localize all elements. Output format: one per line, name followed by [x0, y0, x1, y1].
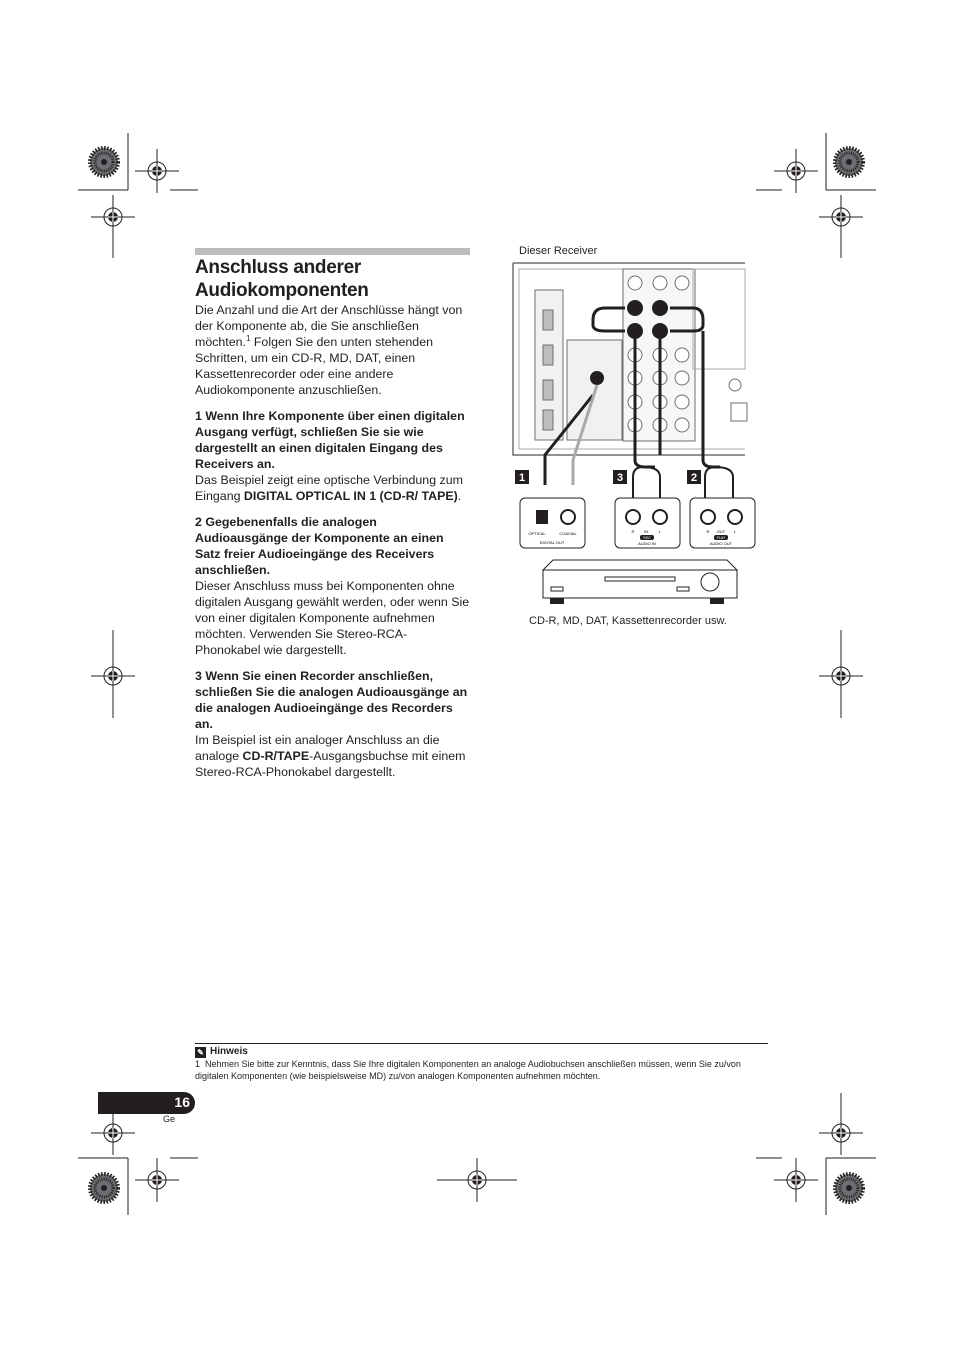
footnote-ref: 1 — [245, 333, 251, 343]
step-2-text: Dieser Anschluss muss bei Komponenten ohne digitalen Ausgang gewählt werden, oder wenn Sie von einer digitalen Komponente aufnehmen möchten. Verwenden Sie Stereo-RCA-Phonokabel wie dargestellt. — [195, 579, 470, 657]
svg-text:L: L — [733, 529, 737, 534]
section-title — [195, 256, 475, 302]
title-rule — [195, 248, 470, 255]
step-3-heading: 3 Wenn Sie einen Recorder anschließen, schließen Sie die analogen Audioausgänge an die analogen Audioeingänge des Recorders an. — [195, 669, 468, 731]
svg-text:COAXIAL: COAXIAL — [559, 531, 577, 536]
section-title-line1: Anschluss anderer — [195, 257, 361, 278]
svg-text:1: 1 — [518, 472, 526, 484]
footnote-number: 1 — [195, 1059, 201, 1069]
svg-text:REC: REC — [643, 536, 651, 540]
svg-text:R: R — [706, 529, 710, 534]
step-3-text: Im Beispiel ist ein analoger Anschluss an die analoge CD-R/TAPE-Ausgangsbuchse mit einem Stereo-RCA-Phonokabel dargestellt. — [195, 733, 466, 779]
section-title-line2: Audiokomponenten — [195, 280, 369, 301]
svg-text:3: 3 — [616, 472, 624, 484]
svg-text:DIGITAL OUT: DIGITAL OUT — [539, 540, 565, 545]
svg-text:R: R — [631, 529, 635, 534]
component-label: CD-R, MD, DAT, Kassettenrecorder usw. — [529, 615, 727, 627]
svg-text:IN: IN — [644, 529, 648, 534]
svg-text:2: 2 — [690, 472, 698, 484]
footnote-rule — [195, 1043, 768, 1044]
svg-text:AUDIO IN: AUDIO IN — [638, 541, 656, 546]
callout-2 — [687, 470, 701, 484]
rec-cable-upper — [593, 308, 625, 331]
callout-3 — [613, 470, 627, 484]
page-number: 16 — [174, 1094, 190, 1110]
svg-text:L: L — [658, 529, 662, 534]
note-heading: ✎ Hinweis — [195, 1046, 248, 1058]
svg-text:PLAY: PLAY — [716, 536, 726, 540]
step-2-heading: 2 Gegebenenfalls die analogen Audioausgänge der Komponente an einen Satz freier Audioeingänge des Receivers anschließen. — [195, 515, 444, 577]
connection-diagram — [505, 255, 770, 615]
svg-text:OPTICAL: OPTICAL — [528, 531, 546, 536]
intro-paragraph: Die Anzahl und die Art der Anschlüsse hängt von der Komponente ab, die Sie anschließen möchten.$^1$ Folgen Sie den unten stehenden Schritten, um ein CD-R, MD, DAT, einen Kassettenrecorder oder eine andere Audiokomponente anzuschließen. — [195, 303, 463, 397]
callout-1 — [515, 470, 529, 484]
play-cable — [703, 331, 720, 467]
footnote-text: 1 Nehmen Sie bitte zur Kenntnis, dass Sie Ihre digitalen Komponenten an analoge Audiobuchsen anschließen müssen, wenn Sie zu/von digitalen Komponenten (wie beispielsweise MD) zu/von analogen Komponenten aufnehmen möchten. — [195, 1059, 741, 1081]
receiver-label: Dieser Receiver — [519, 245, 598, 257]
svg-text:AUDIO OUT: AUDIO OUT — [709, 541, 733, 546]
note-icon: ✎ — [195, 1047, 206, 1058]
body-text — [195, 302, 470, 780]
svg-text:OUT: OUT — [716, 529, 726, 534]
page-language: Ge — [163, 1114, 176, 1124]
step-1-text: Das Beispiel zeigt eine optische Verbindung zum Eingang DIGITAL OPTICAL IN 1 (CD-R/ TAPE). — [195, 473, 463, 503]
step-1-heading: 1 Wenn Ihre Komponente über einen digitalen Ausgang verfügt, schließen Sie sie wie dargestellt an einen digitalen Eingang des Receivers an. — [195, 409, 465, 471]
recorder-device — [543, 560, 737, 604]
